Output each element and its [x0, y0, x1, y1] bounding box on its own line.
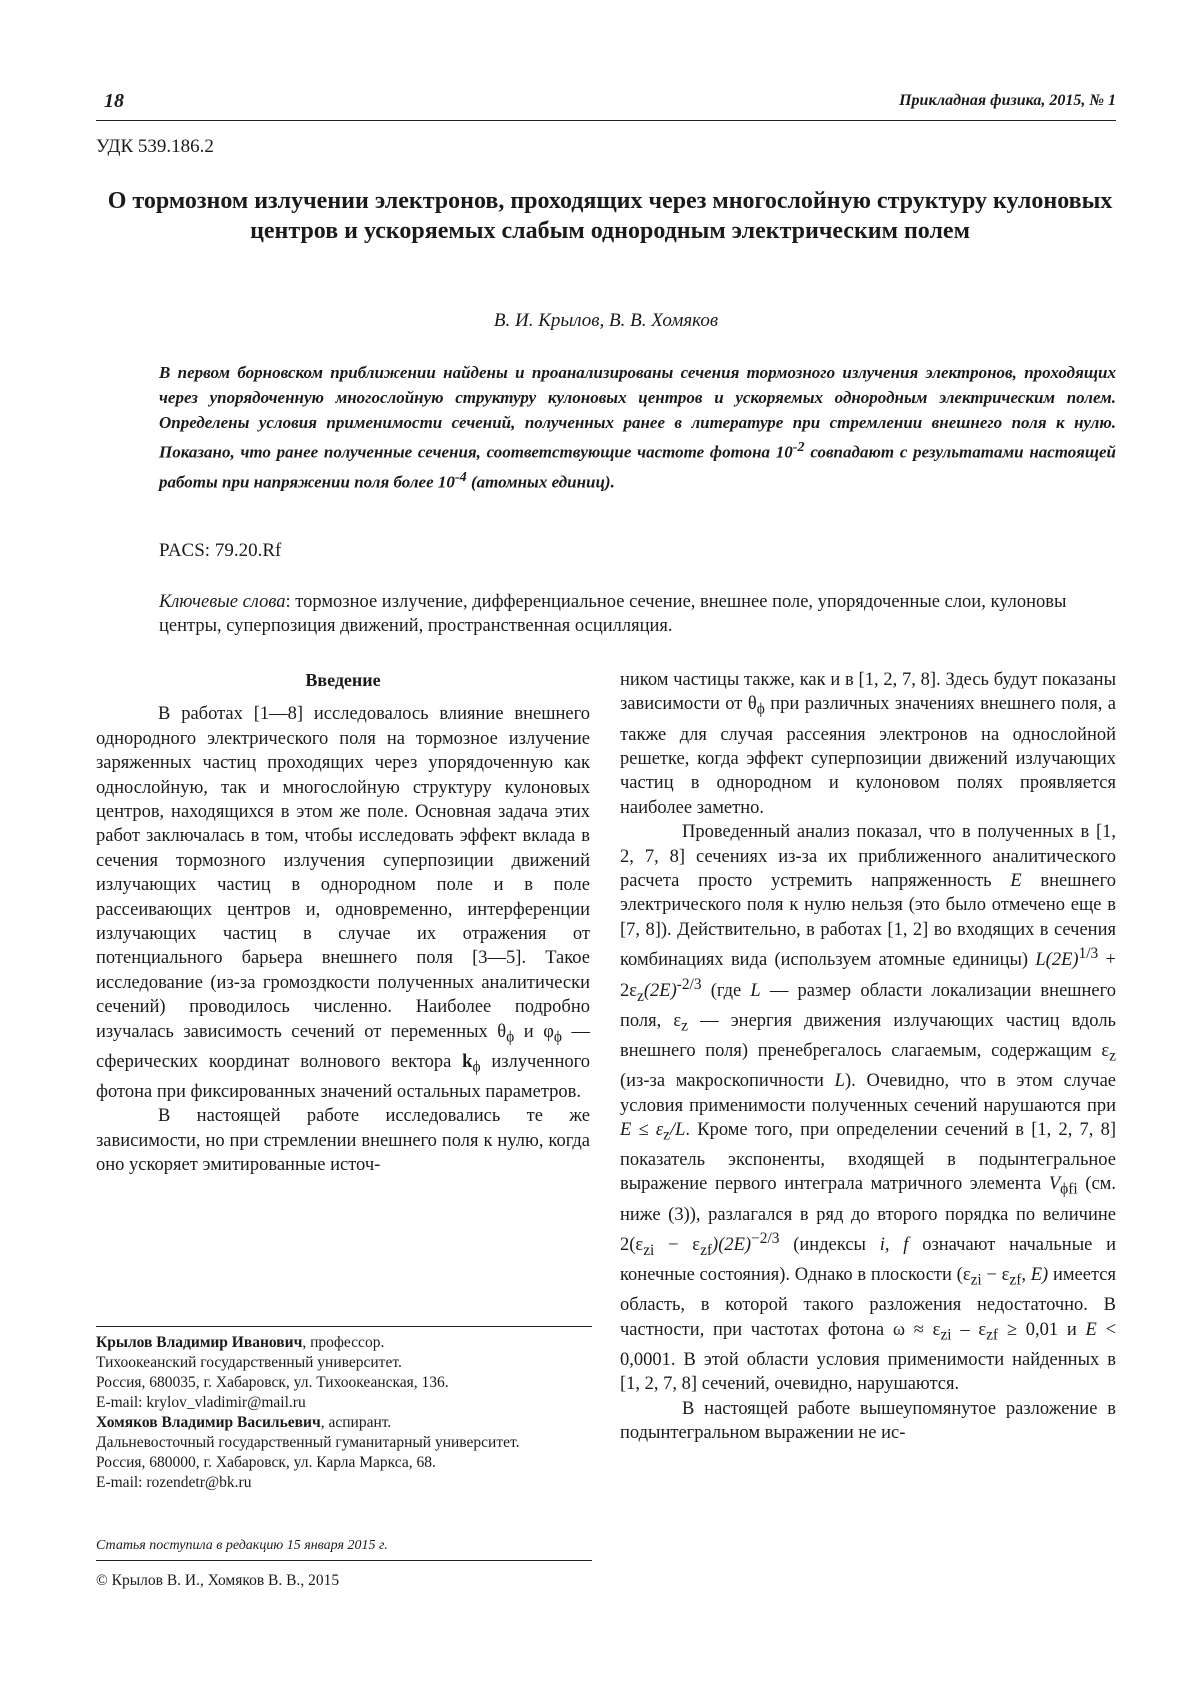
paragraph: ником частицы также, как и в [1, 2, 7, 8]. Здесь будут показаны зависимости от $\theta_\phi$ при различных значениях внешнего поля, а также для случая рассеяния электронов на однослойной решетке, когда эффект суперпозиции движений излучающих частиц в однородном и кулоновом полях проявляется наиболее заметно.: [620, 670, 1116, 818]
author-email: E-mail: krylov_vladimir@mail.ru: [96, 1394, 306, 1411]
section-heading-intro: Введение: [305, 670, 381, 690]
keywords-text: : тормозное излучение, дифференциальное сечение, внешнее поле, упорядоченные слои, кулоновы центры, суперпозиция движений, пространственная осцилляция.: [159, 592, 1067, 636]
keywords-label: Ключевые слова: [159, 592, 286, 612]
article-title: О тормозном излучении электронов, проходящих через многослойную структуру кулоновых центров и ускоряемых слабым однородным электрическим полем: [107, 188, 1113, 244]
received-date: Статья поступила в редакцию 15 января 2015 г.: [96, 1538, 592, 1561]
page-header: [96, 88, 1116, 121]
author-name: Хомяков Владимир Васильевич: [96, 1414, 321, 1431]
abstract: В первом борновском приближении найдены и проанализированы сечения тормозного излучения электронов, проходящих через упорядоченную многослойную структуру кулоновых центров и ускоряемых однородным электрическим полем. Определены условия применимости сечений, полученных ранее в литературе при стремлении внешнего поля к нулю. Показано, что ранее полученные сечения, соответствующие частоте фотона $10^{-2}$ совпадают с результатами настоящей работы при напряжении поля более $10^{-4}$ (атомных единиц).: [159, 363, 1116, 492]
authors: В. И. Крылов, В. В. Хомяков: [493, 310, 719, 331]
page-number: 18: [104, 90, 124, 112]
author-name: Крылов Владимир Иванович: [96, 1334, 303, 1351]
author-email: E-mail: rozendetr@bk.ru: [96, 1474, 252, 1491]
pacs-code: PACS: 79.20.Rf: [159, 540, 282, 561]
paragraph: В настоящей работе вышеупомянутое разложение в подынтегральном выражении не ис-: [620, 1398, 1116, 1444]
author-affiliations: Крылов Владимир Иванович, профессор. Тихоокеанский государственный университет. Россия, 680035, г. Хабаровск, ул. Тихоокеанская, 136. E-mail: krylov_vladimir@mail.ru Хомяков Владимир Васильевич, аспирант. Дальневосточный государственный гуманитарный университет. Россия, 680000, г. Хабаровск, ул. Карла Маркса, 68. E-mail: rozendetr@bk.ru: [96, 1326, 592, 1493]
paragraph: В работах [1—8] исследовалось влияние внешнего однородного электрического поля на тормозное излучение заряженных частиц проходящих через упорядоченную как однослойную, так и многослойную структуру кулоновых центров, находящихся в этом же поле. Основная задача этих работ заключалась в том, чтобы исследовать эффект вклада в сечения тормозного излучения суперпозиции движений излучающих частиц в однородном поле и в поле рассеивающих центров и, одновременно, интерференции излучающих частиц в случае их отражения от потенциального барьера внешнего поля [3—5]. Такое исследование (из-за громоздкости полученных аналитически сечений) проводилось численно. Наиболее подробно изучалась зависимость сечений от переменных $\theta_\phi$ и $\varphi_\phi$ — сферических координат волнового вектора $k_\phi$ излученного фотона при фиксированных значений остальных параметров.: [96, 704, 590, 1102]
right-column: [620, 668, 1116, 1445]
paragraph: Проведенный анализ показал, что в полученных в [1, 2, 7, 8] сечениях из-за их приближенного аналитического расчета просто устремить напряженность E внешнего электрического поля к нулю нельзя (это было отмечено еще в [7, 8]). Действительно, в работах [1, 2] во входящих в сечения комбинациях вида (используем атомные единицы) $L(2E)^{1/3} + 2\varepsilon_z(2E)^{-2/3}$ (где L — размер области локализации внешнего поля, $\varepsilon_z$ — энергия движения излучающих частиц вдоль внешнего поля) пренебрегалось слагаемым, содержащим $\varepsilon_z$ (из-за макроскопичности L). Очевидно, что в этом случае условия применимости полученных сечений нарушаются при $E \le \varepsilon_z/L$. Кроме того, при определении сечений в [1, 2, 7, 8] показатель экспоненты, входящей в подынтегральное выражение первого интеграла матричного элемента $V_{\phi fi}$ (см. ниже (3)), разлагался в ряд до второго порядка по величине $2(\varepsilon_{zi} - \varepsilon_{zf})(2E)^{-2/3}$ (индексы i, f означают начальные и конечные состояния). Однако в плоскости ($\varepsilon_{zi} - \varepsilon_{zf}$, E) имеется область, в которой такого разложения недостаточно. В частности, при частотах фотона $\omega \approx \varepsilon_{zi} - \varepsilon_{zf} \ge 0,01$ и E < 0,0001. В этой области условия применимости найденных в [1, 2, 7, 8] сечений, очевидно, нарушаются.: [620, 822, 1117, 1395]
journal-name: Прикладная физика, 2015, № 1: [899, 92, 1116, 109]
paragraph: В настоящей работе исследовались те же зависимости, но при стремлении внешнего поля к нулю, когда оно ускоряет эмитированные источ-: [96, 1106, 590, 1176]
left-column: [96, 668, 590, 1178]
udk-code: УДК 539.186.2: [96, 136, 214, 157]
keywords: [159, 590, 1116, 638]
copyright: © Крылов В. И., Хомяков В. В., 2015: [96, 1572, 340, 1589]
